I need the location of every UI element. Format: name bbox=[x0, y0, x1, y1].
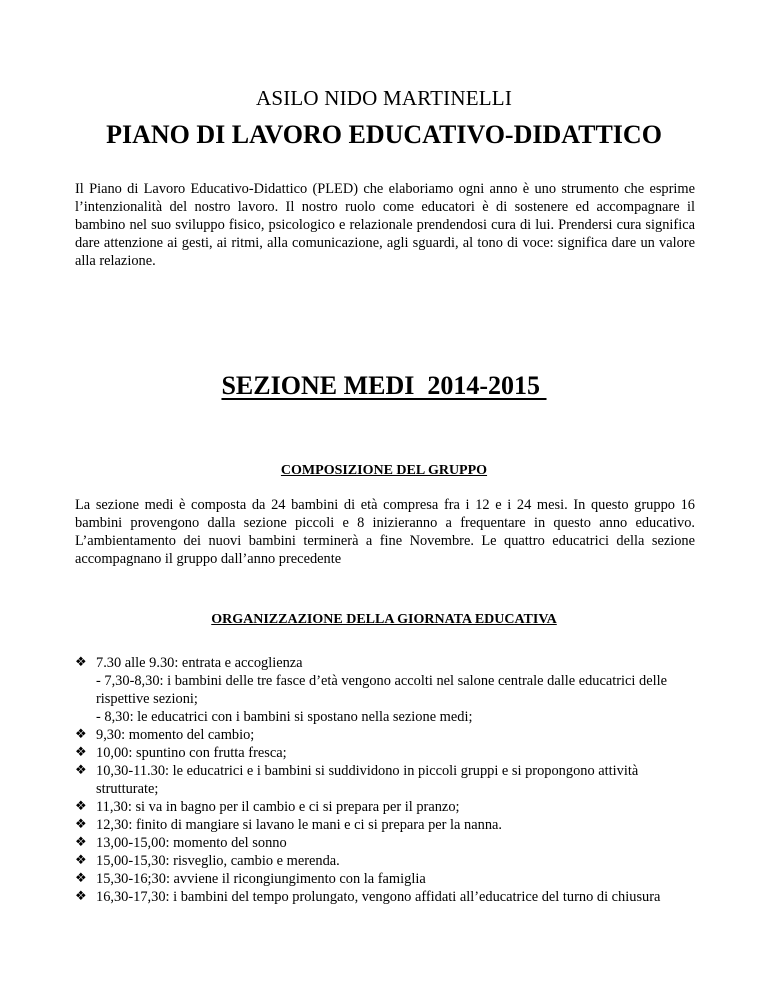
diamond-fleur-bullet-icon: ❖ bbox=[75, 727, 87, 742]
schedule-item-text: 9,30: momento del cambio; bbox=[96, 727, 255, 743]
schedule-item bbox=[75, 870, 695, 888]
diamond-fleur-bullet-icon: ❖ bbox=[75, 871, 87, 886]
schedule-list bbox=[75, 654, 695, 906]
schedule-item-text: 7.30 alle 9.30: entrata e accoglienza bbox=[96, 655, 303, 671]
document-title: PIANO DI LAVORO EDUCATIVO-DIDATTICO bbox=[106, 120, 662, 149]
composition-heading: COMPOSIZIONE DEL GRUPPO bbox=[280, 463, 488, 478]
schedule-item-text: 15,00-15,30: risveglio, cambio e merenda. bbox=[96, 853, 340, 869]
diamond-fleur-bullet-icon: ❖ bbox=[75, 889, 87, 904]
section-title bbox=[0, 371, 768, 401]
diamond-fleur-bullet-icon: ❖ bbox=[75, 853, 87, 868]
schedule-item bbox=[75, 744, 695, 762]
diamond-fleur-bullet-icon: ❖ bbox=[75, 745, 87, 760]
diamond-fleur-bullet-icon: ❖ bbox=[75, 817, 87, 832]
schedule-item bbox=[75, 816, 695, 834]
schedule-item-text: 10,30-11.30: le educatrici e i bambini si suddividono in piccoli gruppi e si propongono attività strutturate; bbox=[96, 763, 639, 797]
schedule-item-text: 11,30: si va in bagno per il cambio e ci si prepara per il pranzo; bbox=[96, 799, 460, 815]
schedule-item-text: 15,30-16;30: avviene il ricongiungimento con la famiglia bbox=[96, 871, 426, 887]
schedule-item-text: 13,00-15,00: momento del sonno bbox=[96, 835, 287, 851]
schedule-item-text: 12,30: finito di mangiare si lavano le mani e ci si prepara per la nanna. bbox=[96, 817, 502, 833]
diamond-fleur-bullet-icon: ❖ bbox=[75, 763, 87, 778]
schedule-item-text: 16,30-17,30: i bambini del tempo prolungato, vengono affidati all’educatrice del turno di chiusura bbox=[96, 889, 661, 905]
intro-paragraph: Il Piano di Lavoro Educativo-Didattico (PLED) che elaboriamo ogni anno è uno strumento che esprime l’intenzionalità del nostro lavoro. Il nostro ruolo come educatori è di sostenere ed accompagnare il bambino nel suo sviluppo fisico, psicologico e relazionale prendendosi cura di lui. Prendersi cura significa dare attenzione ai gesti, ai ritmi, alla comunicazione, agli sguardi, al tono di voce: significa dare un valore alla relazione. bbox=[75, 181, 695, 269]
schedule-item bbox=[75, 888, 695, 906]
school-name: ASILO NIDO MARTINELLI bbox=[255, 86, 513, 110]
schedule-subitem-text: - 7,30-8,30: i bambini delle tre fasce d’età vengono accolti nel salone centrale dalle educatrici delle rispettive sezioni; bbox=[96, 673, 667, 707]
diamond-fleur-bullet-icon: ❖ bbox=[75, 835, 87, 850]
organization-heading: ORGANIZZAZIONE DELLA GIORNATA EDUCATIVA bbox=[211, 612, 557, 627]
section-title-text: SEZIONE MEDI 2014-2015 bbox=[221, 371, 547, 400]
schedule-item bbox=[75, 726, 695, 744]
diamond-fleur-bullet-icon: ❖ bbox=[75, 799, 87, 814]
schedule-item bbox=[75, 852, 695, 870]
schedule-item-text: 10,00: spuntino con frutta fresca; bbox=[96, 745, 287, 761]
schedule-item bbox=[75, 834, 695, 852]
schedule-item bbox=[75, 798, 695, 816]
composition-paragraph: La sezione medi è composta da 24 bambini di età compresa fra i 12 e i 24 mesi. In questo gruppo 16 bambini provengono dalla sezione piccoli e 8 inizieranno a frequentare in questo anno educativo. L’ambientamento dei nuovi bambini terminerà a fine Novembre. Le quattro educatrici della sezione accompagnano il gruppo dall’anno precedente bbox=[75, 497, 695, 567]
diamond-fleur-bullet-icon: ❖ bbox=[75, 655, 87, 670]
schedule-item bbox=[75, 762, 695, 798]
schedule-subitem-text: - 8,30: le educatrici con i bambini si spostano nella sezione medi; bbox=[96, 709, 473, 725]
schedule-item bbox=[75, 654, 695, 726]
